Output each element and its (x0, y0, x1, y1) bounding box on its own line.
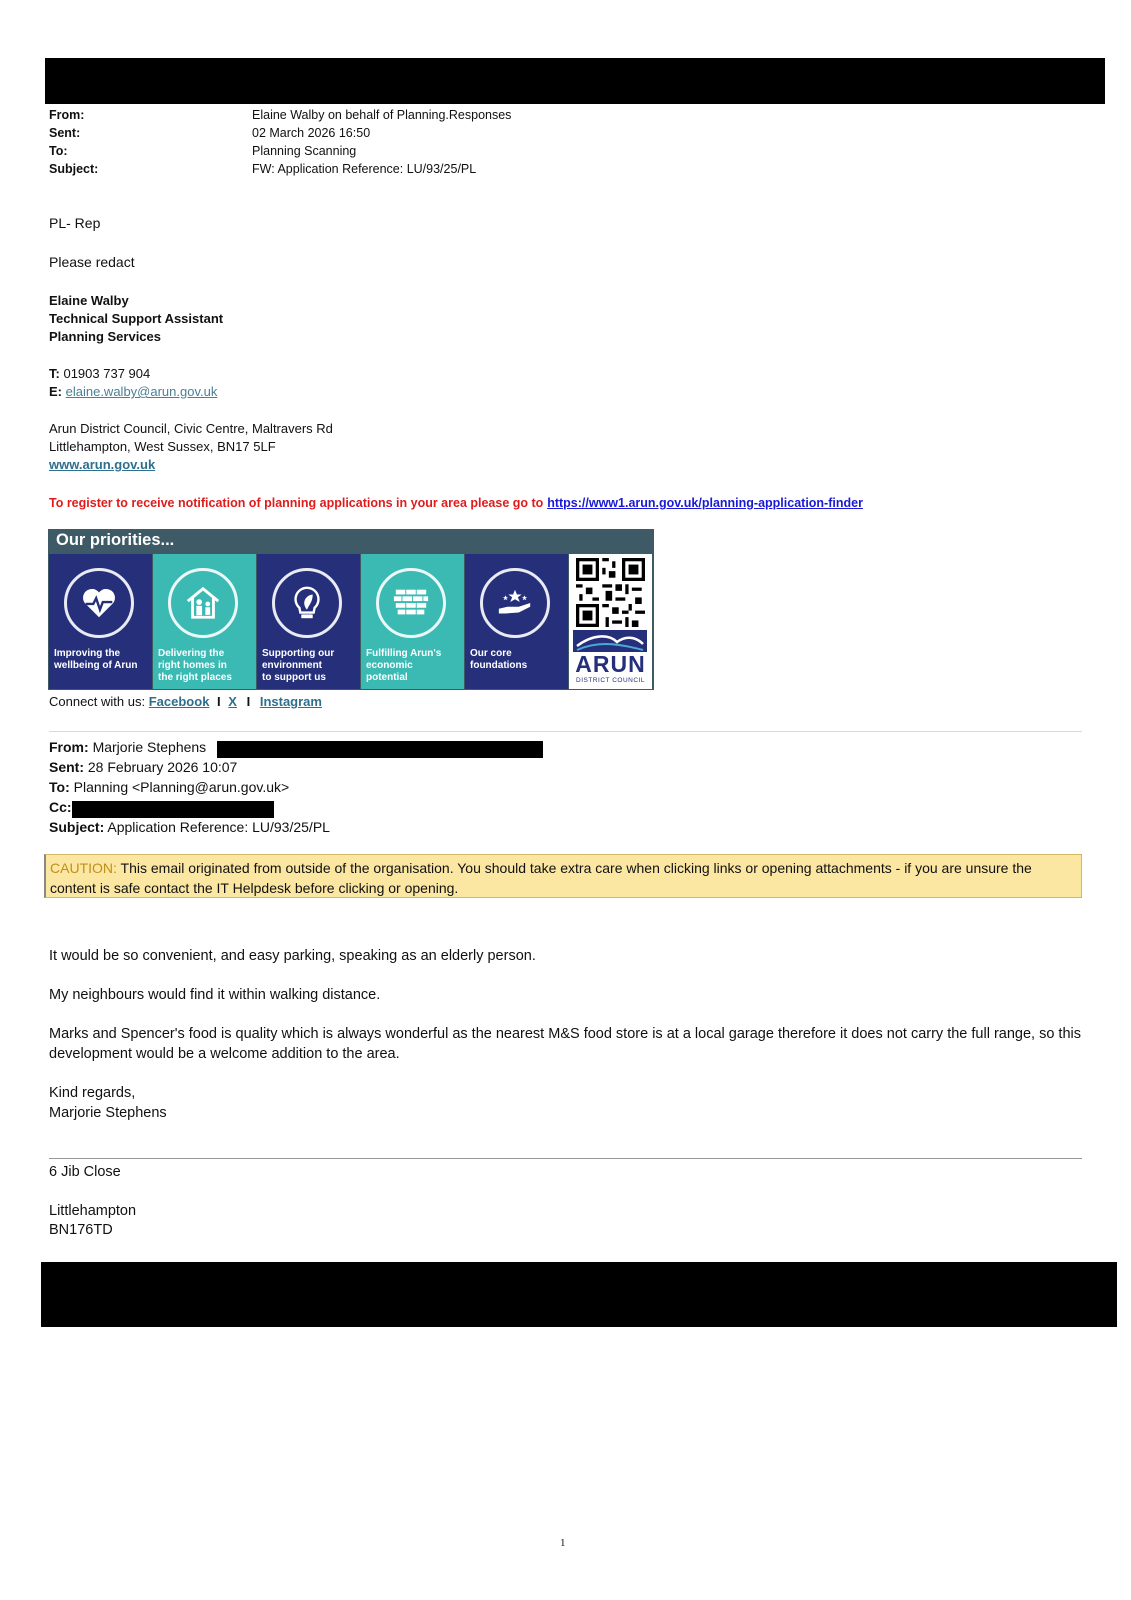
address-line-2: Littlehampton, West Sussex, BN17 5LF (49, 439, 276, 454)
address-line-1: Arun District Council, Civic Centre, Maltravers Rd (49, 421, 333, 436)
original-sent-label: Sent: (49, 759, 84, 775)
tile-caption-environment: Supporting our environment to support us (262, 648, 335, 683)
address-street: 6 Jib Close (49, 1164, 121, 1180)
divider (49, 731, 1082, 732)
tile-caption-economy: Fulfilling Arun's economic potential (366, 648, 442, 683)
address-postcode: BN176TD (49, 1222, 113, 1238)
social-separator: I (246, 694, 251, 709)
signature-dept: Planning Services (49, 329, 161, 344)
social-label: Connect with us: (49, 694, 146, 709)
to-value: Planning Scanning (252, 144, 357, 158)
original-to-label: To: (49, 779, 70, 795)
arun-logo-text: ARUN (575, 651, 646, 677)
priority-tile-wellbeing (49, 554, 152, 689)
original-to-value: Planning <Planning@arun.gov.uk> (73, 779, 290, 795)
subject-value: FW: Application Reference: LU/93/25/PL (252, 162, 477, 176)
forward-header (49, 107, 749, 179)
priorities-title: Our priorities... (56, 531, 175, 549)
qr-logo-tile (569, 554, 652, 689)
subject-label: Subject: (49, 162, 99, 176)
tile-caption-wellbeing: Improving the wellbeing of Arun (54, 648, 138, 671)
note-line-2: Please redact (49, 254, 135, 270)
original-subject-label: Subject: (49, 819, 105, 835)
caution-text: This email originated from outside of the organisation. You should take extra care when clicking links or opening attachments - if you are unsure the content is safe contact the IT Helpdesk before clicking or opening. (50, 860, 1032, 896)
social-links (49, 694, 322, 709)
home-family-icon (184, 584, 222, 622)
register-text: To register to receive notification of planning applications in your area please go to (49, 496, 544, 510)
redaction-bar-top (45, 58, 1105, 104)
original-sent-value: 28 February 2026 10:07 (87, 759, 238, 775)
sent-value: 02 March 2026 16:50 (252, 126, 371, 140)
qr-code-icon (576, 558, 645, 627)
phone-label: T: (49, 366, 60, 381)
message-paragraph-1: It would be so convenient, and easy parking, speaking as an elderly person. (49, 948, 536, 964)
original-from-label: From: (49, 739, 89, 755)
sent-label: Sent: (49, 126, 81, 140)
caution-label: CAUTION: (50, 860, 117, 876)
note-line-1: PL- Rep (49, 215, 101, 231)
address-town: Littlehampton (49, 1203, 137, 1219)
arun-logo-subtext: DISTRICT COUNCIL (576, 677, 645, 684)
original-subject-value: Application Reference: LU/93/25/PL (107, 819, 330, 835)
brick-wall-icon (392, 584, 430, 622)
register-line (49, 494, 863, 510)
tile-caption-foundations: Our core foundations (470, 648, 528, 671)
original-cc (49, 797, 72, 817)
redaction-bar-bottom (41, 1262, 1117, 1327)
redaction-email (217, 741, 543, 758)
website-link[interactable]: www.arun.gov.uk (49, 457, 156, 472)
priority-tile-economy (361, 554, 464, 689)
social-separator: I (217, 694, 221, 709)
message-sender: Marjorie Stephens (49, 1105, 167, 1121)
original-to (49, 777, 289, 797)
message-paragraph-3: Marks and Spencer's food is quality which is always wonderful as the nearest M&S food store is at a local garage therefore it does not carry the full range, so this development would be a welcome addition to the area. (49, 1026, 1081, 1062)
redaction-cc (72, 801, 274, 818)
original-from (49, 737, 206, 757)
heart-icon (80, 584, 118, 622)
message-paragraph-2: My neighbours would find it within walking distance. (49, 987, 381, 1003)
original-from-value: Marjorie Stephens (92, 739, 207, 755)
priority-tile-foundations (465, 554, 568, 689)
priorities-banner (48, 529, 654, 690)
x-link[interactable]: X (228, 694, 237, 709)
divider (49, 1158, 1082, 1159)
original-sent (49, 757, 237, 777)
planning-finder-link[interactable]: https://www1.arun.gov.uk/planning-application-finder (547, 496, 863, 510)
signature-role: Technical Support Assistant (49, 311, 224, 326)
from-value: Elaine Walby on behalf of Planning.Responses (252, 108, 512, 122)
from-label: From: (49, 108, 85, 122)
priority-tile-environment (257, 554, 360, 689)
instagram-link[interactable]: Instagram (259, 694, 322, 709)
caution-banner (44, 854, 1082, 898)
phone-number: 01903 737 904 (63, 366, 151, 381)
hand-stars-icon (496, 584, 534, 622)
lightbulb-leaf-icon (288, 584, 326, 622)
email-label: E: (49, 384, 62, 399)
arun-logo-icon (573, 630, 647, 652)
message-closing: Kind regards, (49, 1085, 136, 1101)
original-cc-label: Cc: (49, 799, 72, 815)
tile-caption-homes: Delivering the right homes in the right places (158, 648, 232, 683)
signature-phone (49, 366, 150, 381)
signature-name: Elaine Walby (49, 293, 129, 308)
email-link[interactable]: elaine.walby@arun.gov.uk (65, 384, 218, 399)
original-subject (49, 817, 330, 837)
facebook-link[interactable]: Facebook (148, 694, 210, 709)
to-label: To: (49, 144, 68, 158)
priority-tile-homes (153, 554, 256, 689)
signature-email (49, 384, 217, 399)
page-number: 1 (560, 1537, 566, 1549)
